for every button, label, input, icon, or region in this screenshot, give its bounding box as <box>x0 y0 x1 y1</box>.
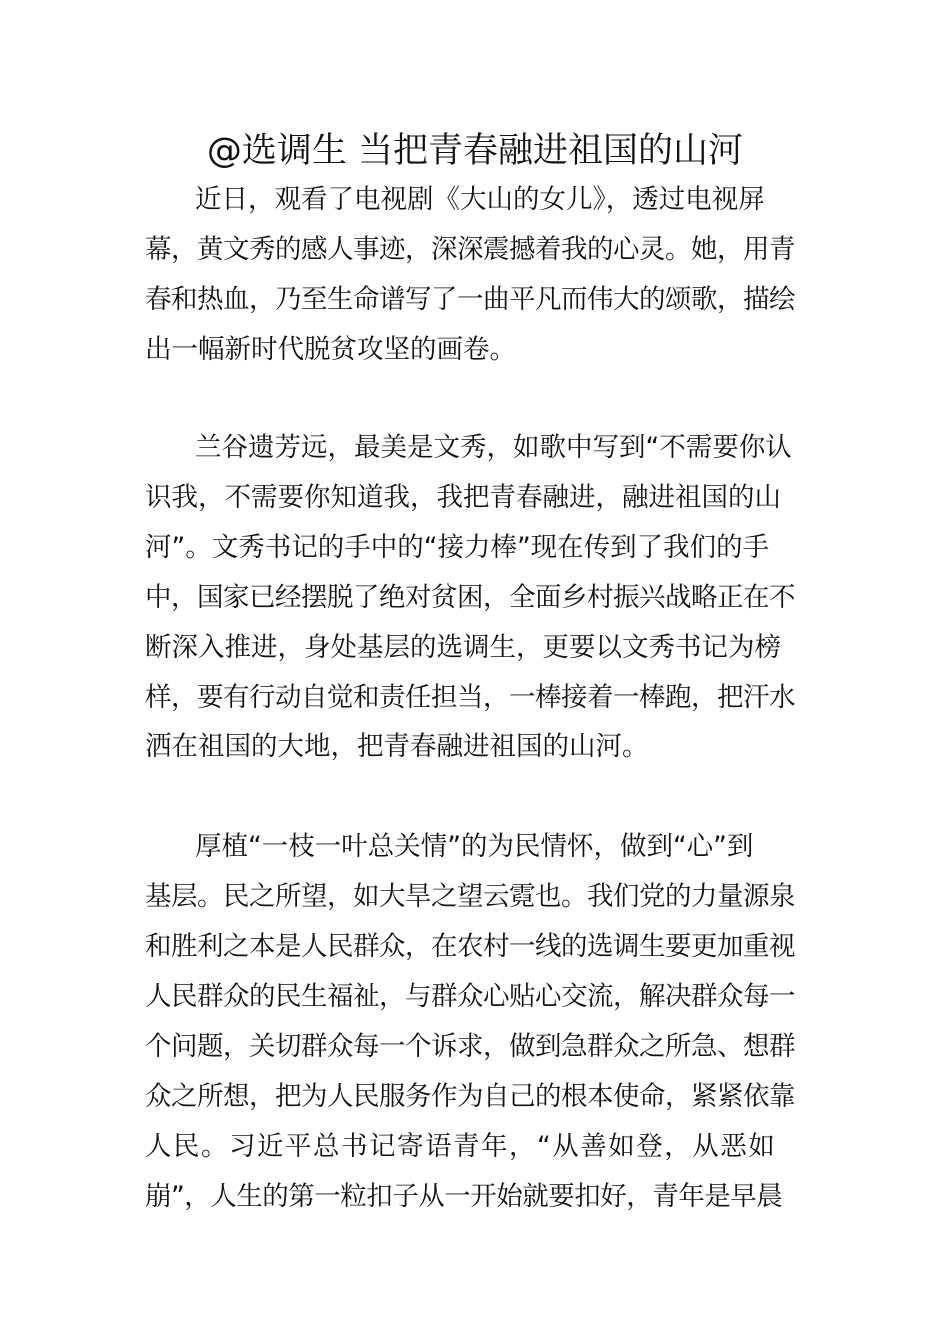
paragraph-line: 众之所想，把为人民服务作为自己的根本使命，紧紧依靠 <box>145 1081 795 1112</box>
paragraph-line: 个问题，关切群众每一个诉求，做到急群众之所急、想群 <box>145 1031 795 1062</box>
paragraph-line: 兰谷遗芳远，最美是文秀，如歌中写到“不需要你认 <box>195 432 792 463</box>
paragraph-line: 和胜利之本是人民群众，在农村一线的选调生要更加重视 <box>145 931 795 962</box>
document-title: @选调生 当把青春融进祖国的山河 <box>206 131 744 171</box>
paragraph-line: 近日，观看了电视剧《大山的女儿》，透过电视屏 <box>195 184 765 215</box>
paragraph-line: 识我，不需要你知道我，我把青春融进，融进祖国的山 <box>145 482 781 513</box>
paragraph-line: 断深入推进，身处基层的选调生，更要以文秀书记为榜 <box>145 632 781 663</box>
paragraph-line: 崩”，人生的第一粒扣子从一开始就要扣好，青年是早晨 <box>145 1181 783 1212</box>
paragraph-line: 洒在祖国的大地，把青春融进祖国的山河。 <box>145 731 649 762</box>
paragraph-line: 出一幅新时代脱贫攻坚的画卷。 <box>145 334 516 365</box>
paragraph-line: 中，国家已经摆脱了绝对贫困，全面乡村振兴战略正在不 <box>145 582 795 613</box>
paragraph-line: 河”。文秀书记的手中的“接力棒”现在传到了我们的手 <box>145 532 770 563</box>
paragraph-line: 人民群众的民生福祉，与群众心贴心交流，解决群众每一 <box>145 981 795 1012</box>
paragraph-line: 样，要有行动自觉和责任担当，一棒接着一棒跑，把汗水 <box>145 682 795 713</box>
paragraph-line: 厚植“一枝一叶总关情”的为民情怀，做到“心”到 <box>195 831 754 862</box>
paragraph-line: 春和热血，乃至生命谱写了一曲平凡而伟大的颂歌，描绘 <box>145 284 795 315</box>
paragraph-line: 幕，黄文秀的感人事迹，深深震撼着我的心灵。她，用青 <box>145 234 795 265</box>
paragraph-line: 人民。习近平总书记寄语青年，“从善如登，从恶如 <box>145 1131 777 1162</box>
paragraph-line: 基层。民之所望，如大旱之望云霓也。我们党的力量源泉 <box>145 881 795 912</box>
